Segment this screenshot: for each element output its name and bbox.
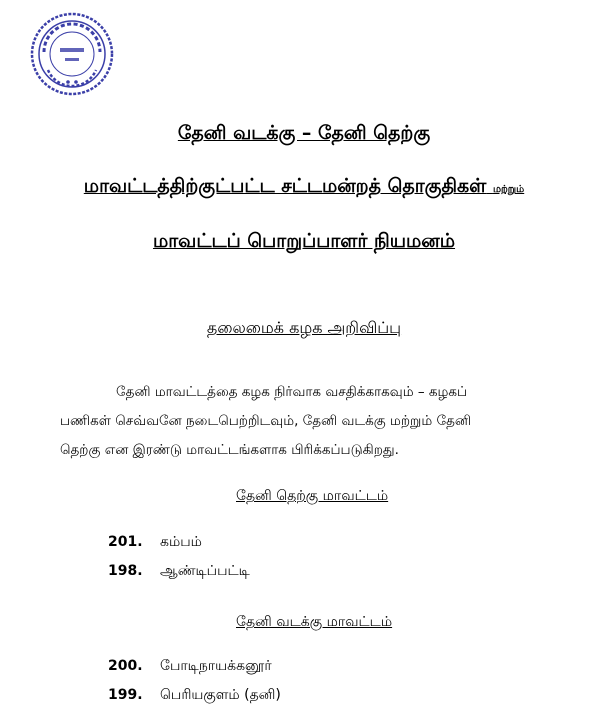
constituency-name: ஆண்டிப்பட்டி <box>160 563 250 579</box>
header-title-line2-main: மாவட்டத்திற்குட்பட்ட சட்டமன்றத் தொகுதிகள் <box>83 175 487 197</box>
constituency-name: பெரியகுளம் (தனி) <box>160 687 281 703</box>
organization-seal <box>30 12 114 96</box>
announcement-heading: தலைமைக் கழக அறிவிப்பு <box>206 318 402 337</box>
header-title-line2-small: மற்றும் <box>492 184 525 195</box>
constituency-name: போடிநாயக்கனூர் <box>160 658 272 674</box>
constituency-item <box>108 534 202 552</box>
header-title-line2 <box>0 175 608 200</box>
constituency-item <box>108 563 250 581</box>
constituency-number: 201. <box>108 534 143 550</box>
paragraph-line-2: பணிகள் செவ்வனே நடைபெற்றிடவும், தேனி வடக்கு மற்றும் தேனி <box>60 413 472 429</box>
constituency-number: 198. <box>108 563 143 579</box>
paragraph-line-1: தேனி மாவட்டத்தை கழக நிர்வாக வசதிக்காகவும் – கழகப் <box>116 384 468 400</box>
paragraph-line-3: தெற்கு என இரண்டு மாவட்டங்களாக பிரிக்கப்படுகிறது. <box>60 442 399 458</box>
constituency-item <box>108 658 272 676</box>
announcement-paragraph <box>60 378 542 465</box>
header-title-line3: மாவட்டப் பொறுப்பாளர் நியமனம் <box>152 230 456 252</box>
constituency-number: 199. <box>108 687 143 703</box>
district-heading-north: தேனி வடக்கு மாவட்டம் <box>236 614 393 630</box>
district-heading-south: தேனி தெற்கு மாவட்டம் <box>236 488 389 504</box>
header-title-line1: தேனி வடக்கு – தேனி தெற்கு <box>177 122 431 144</box>
constituency-name: கம்பம் <box>160 534 202 550</box>
constituency-item <box>108 687 281 705</box>
constituency-number: 200. <box>108 658 143 674</box>
